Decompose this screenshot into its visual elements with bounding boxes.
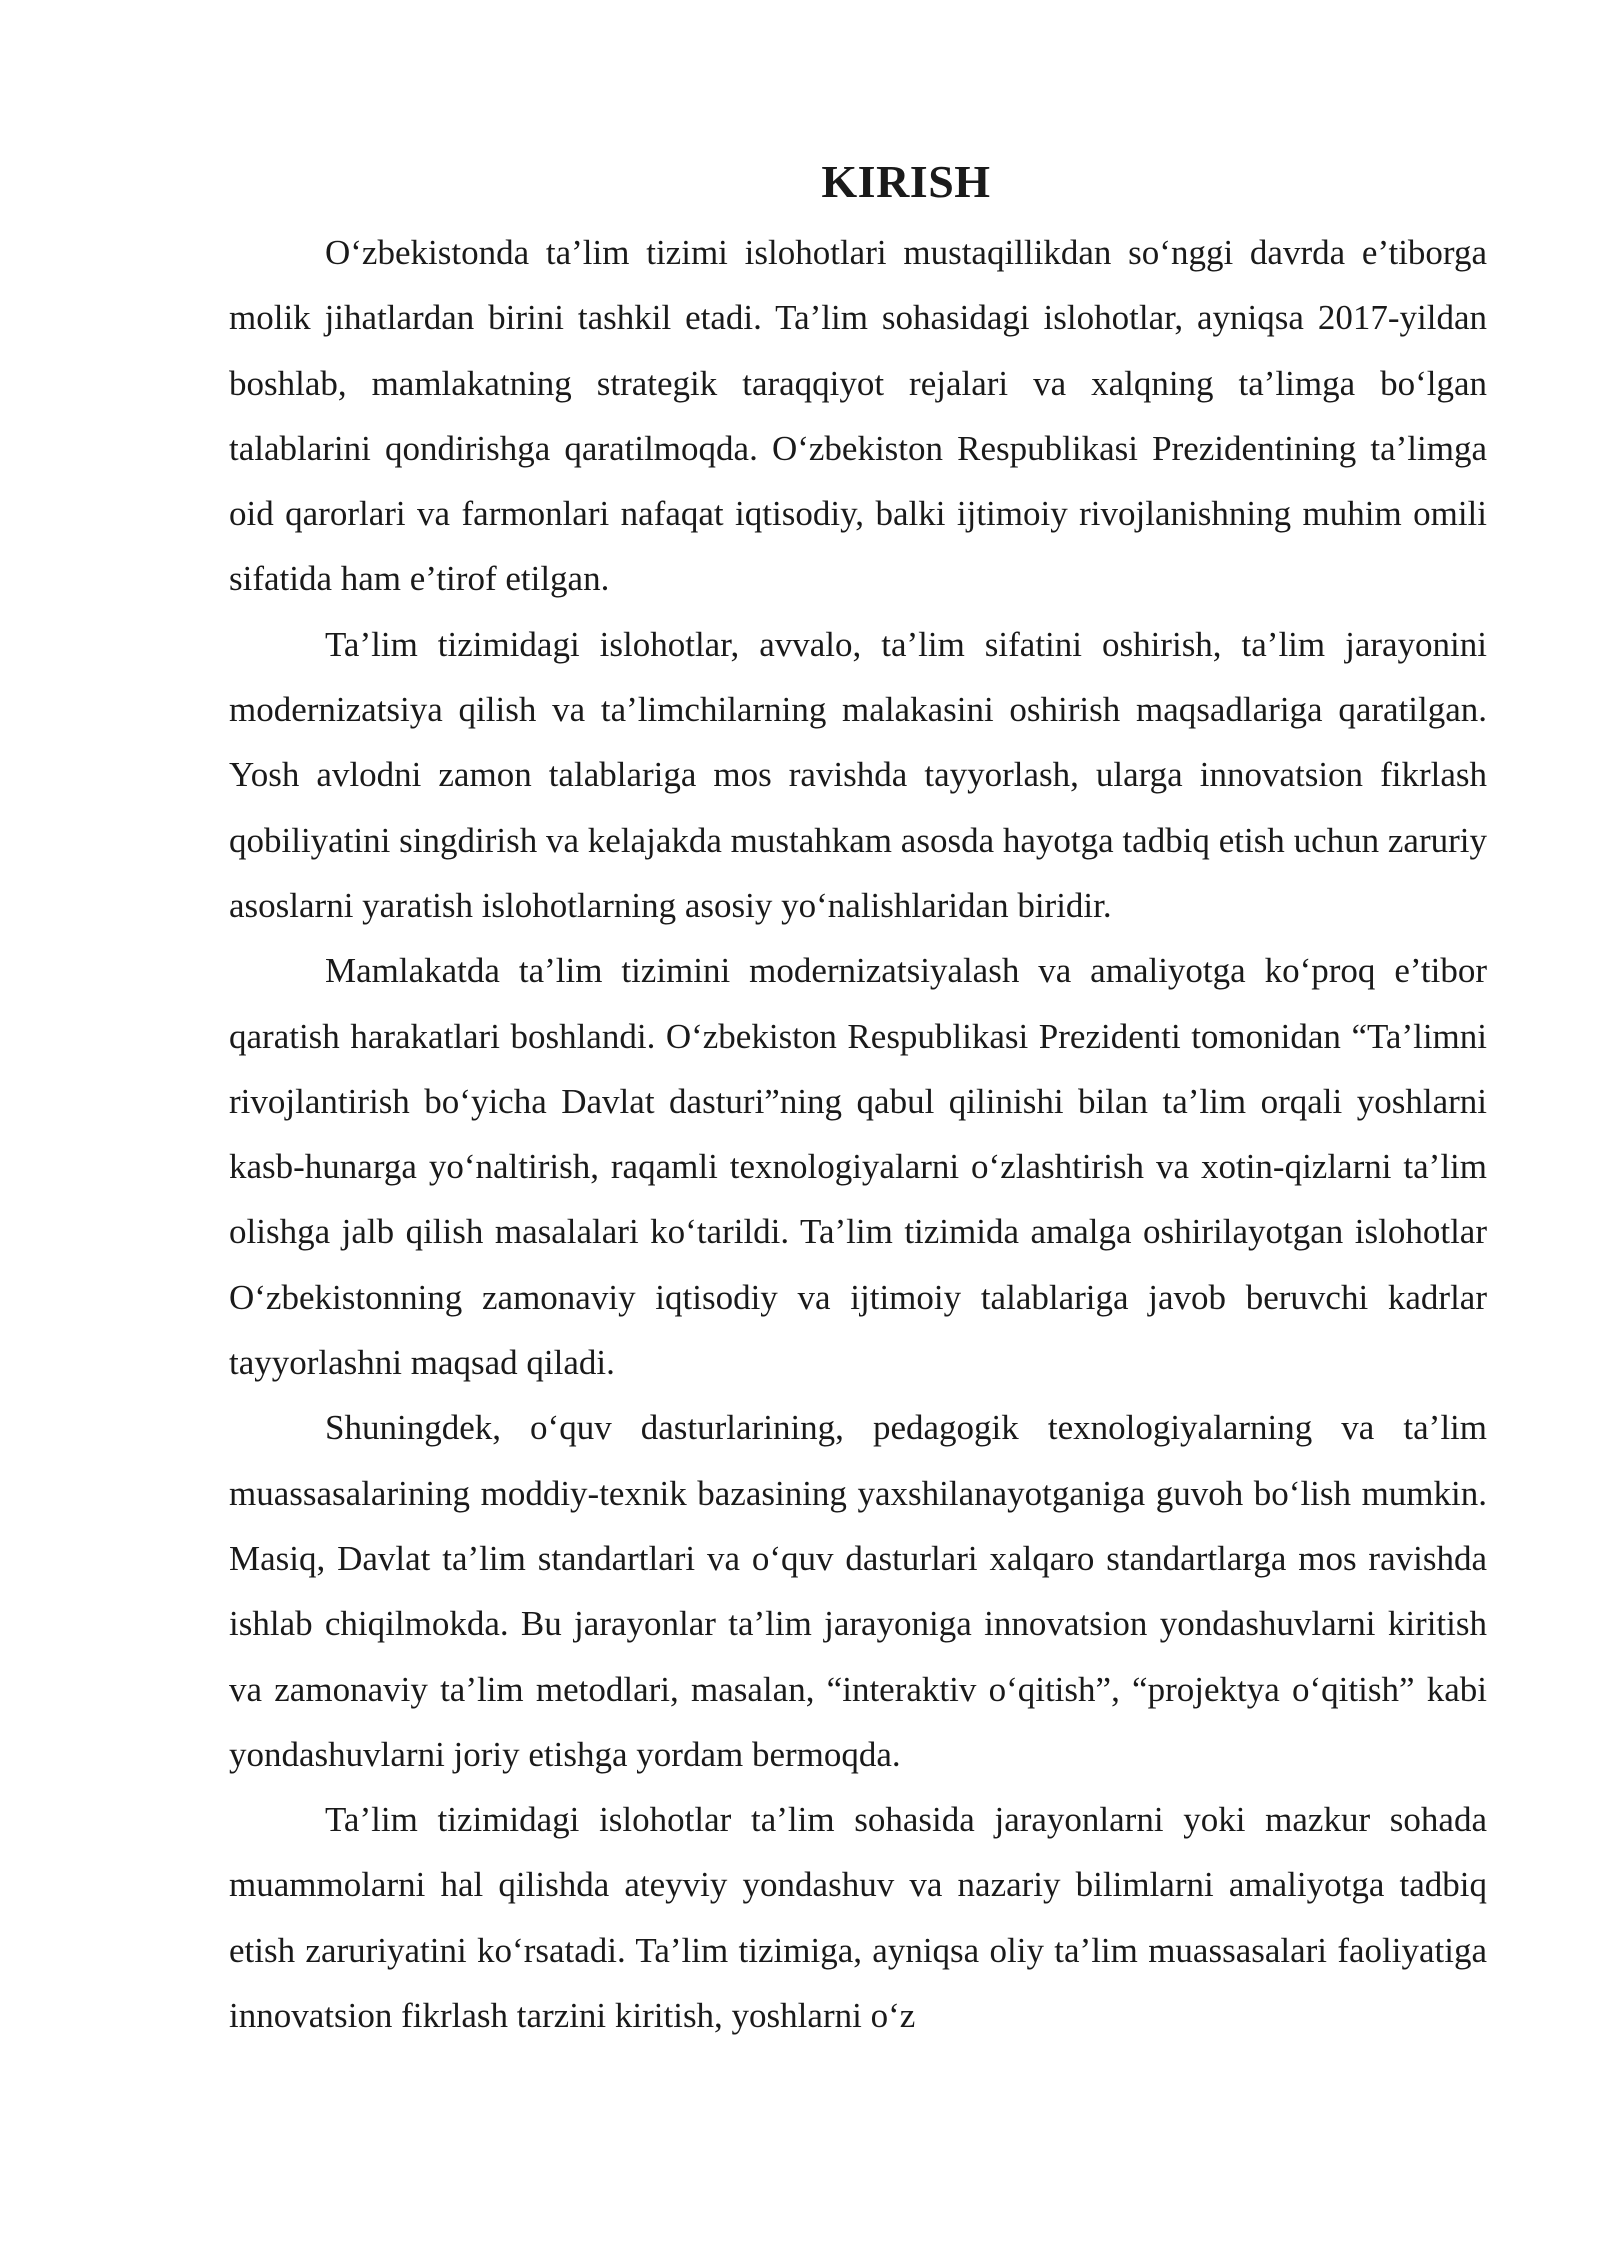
paragraph-3: Mamlakatda ta’lim tizimini modernizatsiyalash va amaliyotga ko‘proq e’tibor qaratish harakatlari boshlandi. O‘zbekiston Respublikasi Prezidenti tomonidan “Ta’limni rivojlantirish bo‘yicha Davlat dasturi”ning qabul qilinishi bilan ta’lim orqali yoshlarni kasb-hunarga yo‘naltirish, raqamli texnologiyalarni o‘zlashtirish va xotin-qizlarni ta’lim olishga jalb qilish masalalari ko‘tarildi. Ta’lim tizimida amalga oshirilayotgan islohotlar O‘zbekistonning zamonaviy iqtisodiy va ijtimoiy talablariga javob beruvchi kadrlar tayyorlashni maqsad qiladi. bbox=[229, 951, 1487, 1383]
paragraph-1: O‘zbekistonda ta’lim tizimi islohotlari mustaqillikdan so‘nggi davrda e’tiborga molik jihatlardan birini tashkil etadi. Ta’lim sohasidagi islohotlar, ayniqsa 2017-yildan boshlab, mamlakatning strategik taraqqiyot rejalari va xalqning ta’limga bo‘lgan talablarini qondirishga qaratilmoqda. O‘zbekiston Respublikasi Prezidentining ta’limga oid qarorlari va farmonlari nafaqat iqtisodiy, balki ijtimoiy rivojlanishning muhim omili sifatida ham e’tirof etilgan. bbox=[229, 233, 1487, 599]
document-body bbox=[229, 150, 1487, 2048]
paragraph-5: Ta’lim tizimidagi islohotlar ta’lim sohasida jarayonlarni yoki mazkur sohada muammolarni hal qilishda ateyviy yondashuv va nazariy bilimlarni amaliyotga tadbiq etish zaruriyatini ko‘rsatadi. Ta’lim tizimiga, ayniqsa oliy ta’lim muassasalari faoliyatiga innovatsion fikrlash tarzini kiritish, yoshlarni o‘z bbox=[229, 1800, 1487, 2036]
page-title: KIRISH bbox=[821, 156, 991, 207]
paragraph-4: Shuningdek, o‘quv dasturlarining, pedagogik texnologiyalarning va ta’lim muassasalarining moddiy-texnik bazasining yaxshilanayotganiga guvoh bo‘lish mumkin. Masiq, Davlat ta’lim standartlari va o‘quv dasturlari xalqaro standartlarga mos ravishda ishlab chiqilmokda. Bu jarayonlar ta’lim jarayoniga innovatsion yondashuvlarni kiritish va zamonaviy ta’lim metodlari, masalan, “interaktiv o‘qitish”, “projektya o‘qitish” kabi yondashuvlarni joriy etishga yordam bermoqda. bbox=[229, 1408, 1487, 1774]
paragraph-2: Ta’lim tizimidagi islohotlar, avvalo, ta’lim sifatini oshirish, ta’lim jarayonini modernizatsiya qilish va ta’limchilarning malakasini oshirish maqsadlariga qaratilgan. Yosh avlodni zamon talablariga mos ravishda tayyorlash, ularga innovatsion fikrlash qobiliyatini singdirish va kelajakda mustahkam asosda hayotga tadbiq etish uchun zaruriy asoslarni yaratish islohotlarning asosiy yo‘nalishlaridan biridir. bbox=[229, 624, 1487, 925]
